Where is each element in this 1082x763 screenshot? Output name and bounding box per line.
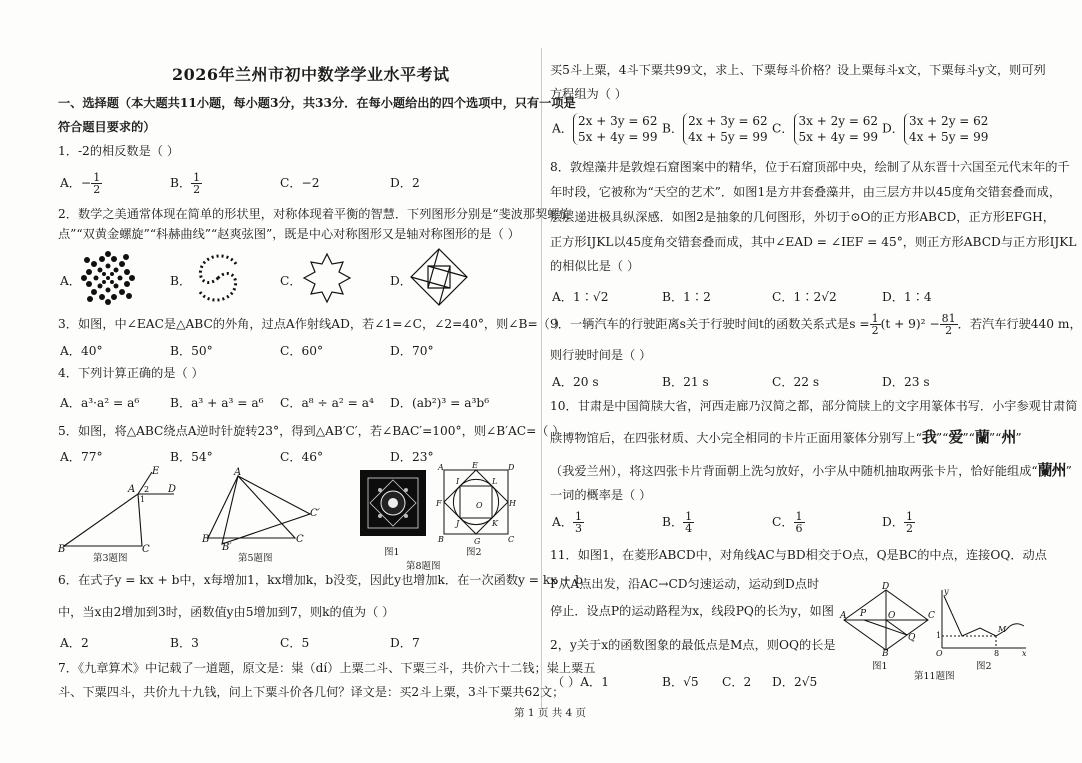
q5-option-a: A．77° [60, 450, 103, 464]
svg-text:B: B [882, 649, 889, 659]
q8-figure-caption: 第8题图 [406, 561, 441, 572]
q1-option-b: B． $\frac{1}{2}$ [170, 171, 201, 196]
q8-fig2-label: 图2 [466, 547, 482, 558]
section-heading-cont: 符合题目要求的） [58, 120, 156, 134]
q4-option-d: D．(ab²)³ = a³b⁶ [390, 396, 490, 410]
q2-stem: 2．数学之美通常体现在简单的形状里，对称体现着平衡的智慧．下列图形分别是“斐波那契螺旋 [58, 207, 572, 221]
q8-stem-line1: 8．敦煌藻井是敦煌石窟图案中的精华，位于石窟顶部中央，绘制了从东晋十六国至元代末年的千 [550, 160, 1070, 174]
svg-text:1: 1 [140, 495, 146, 504]
q8-option-c: C．1∶2√2 [772, 290, 837, 304]
q8-stem-line5: 的相似比是（ ） [550, 259, 640, 273]
svg-text:O: O [888, 611, 896, 621]
q11-stem-line3: 停止．设点P的运动路程为x，线段PQ的长为y，如图 [550, 604, 834, 618]
svg-text:D: D [882, 582, 890, 592]
svg-text:L: L [492, 477, 498, 486]
q10-stem-line4: 一词的概率是（ ） [550, 488, 652, 502]
q8-option-b: B．1∶2 [662, 290, 711, 304]
svg-text:G: G [474, 537, 481, 546]
q2-option-a-label: A． [60, 274, 81, 288]
q10-stem-line2: 牍博物馆后，在四张材质、大小完全相同的卡片正面用篆体分别写上“我”“爱”“蘭”“州” [550, 428, 1022, 446]
q8-stem-line3: 层层递进极具纵深感．如图2是抽象的几何图形，外切于⊙O的正方形ABCD，正方形EFGH， [550, 210, 1055, 224]
q10-stem-line1: 10．甘肃是中国简牍大省，河西走廊乃汉简之都，部分简牍上的文字用篆体书写．小宇参观甘肃简 [550, 399, 1078, 413]
q3-option-d: D．70° [390, 344, 434, 358]
svg-text:J: J [456, 519, 460, 528]
svg-text:A: A [438, 463, 444, 472]
q3-option-a: A．40° [60, 344, 103, 358]
q7-option-a: A． 2x + 3y = 62 5x + 4y = 99 [552, 114, 658, 144]
q9-option-a: A．20 s [552, 375, 599, 389]
q11-stem-line1: 11．如图1，在菱形ABCD中，对角线AC与BD相交于O点，Q是BC的中点，连接OQ．动点 [550, 548, 1047, 562]
q11-fig1-label: 图1 [872, 661, 888, 672]
svg-text:F: F [436, 499, 442, 508]
q9-stem-line1: 9．一辆汽车的行驶距离s关于行驶时间t的函数关系式是s = $\frac{1}{2}$ (t + 9)² − $\frac{81}{2}$ ．若汽车行驶440 m， [550, 312, 1082, 337]
q6-stem: 6．在式子y = kx + b中，x每增加1，kx增加k，b没变，因此y也增加k．在一次函数y = kx + b [58, 573, 583, 587]
q3-option-c: C．60° [280, 344, 324, 358]
q6-stem-cont: 中，当x由2增加到3时，函数值y由5增加到7，则k的值为（ ） [58, 605, 395, 619]
q4-option-a: A．a³·a² = a⁶ [60, 396, 140, 410]
svg-text:C′: C′ [310, 508, 320, 519]
q8-option-a: A．1∶√2 [552, 290, 609, 304]
svg-text:A: A [840, 611, 847, 621]
q1-option-a: A．− $\frac{1}{2}$ [60, 171, 101, 196]
svg-text:A: A [234, 467, 242, 478]
q7-stem-line4: 方程组为（ ） [550, 87, 627, 101]
q4-option-b: B．a³ + a³ = a⁶ [170, 396, 264, 410]
q1-stem: 1．-2的相反数是（ ） [58, 144, 180, 158]
q11-option-d: D．2√5 [772, 675, 818, 689]
q7-stem-line2: 斗、下粟四斗，共价九十九钱，问上下粟斗价各几何？译文是：买2斗上粟，3斗下粟共62文； [58, 685, 565, 699]
q8-stem-line4: 正方形IJKL以45度角交错套叠而成，其中∠EAD = ∠IEF = 45°，则正方形ABCD与正方形IJKL [550, 235, 1077, 249]
svg-text:H: H [509, 499, 516, 508]
svg-text:M: M [998, 625, 1007, 634]
svg-text:B: B [438, 535, 444, 544]
svg-text:1: 1 [936, 631, 942, 640]
q11-stem-line4: 2，y关于x的函数图象的最低点是M点，则OQ的长是 [550, 638, 836, 652]
q7-option-d: D． 3x + 2y = 62 4x + 5y = 99 [882, 114, 989, 144]
svg-text:y: y [944, 587, 949, 596]
q3-option-b: B．50° [170, 344, 213, 358]
q3-figure-caption: 第3题图 [93, 553, 128, 564]
svg-text:D: D [168, 484, 177, 495]
svg-text:B′: B′ [222, 542, 232, 553]
q5-option-d: D．23° [390, 450, 434, 464]
q11-option-c: C．2 [722, 675, 752, 689]
q6-option-d: D．7 [390, 636, 420, 650]
q8-stem-line2: 年时段，它被称为“天空的艺术”．如图1是方井套叠藻井，由三层方井以45度角交错套叠而成， [550, 185, 1062, 199]
q8-fig1-label: 图1 [384, 547, 400, 558]
q11-option-a: （ ）A．1 [552, 675, 609, 689]
q9-stem-line2: 则行驶时间是（ ） [550, 348, 652, 362]
svg-text:C: C [928, 611, 935, 621]
q8-nested-squares-figure [436, 462, 516, 548]
q8-caisson-photo [360, 470, 426, 536]
q2-option-c-label: C． [280, 274, 302, 288]
q4-option-c: C．a⁸ ÷ a² = a⁴ [280, 396, 374, 410]
q11-option-b: B．√5 [662, 675, 699, 689]
svg-text:D: D [508, 463, 515, 472]
svg-text:Q: Q [908, 633, 916, 643]
svg-text:C: C [296, 534, 304, 545]
svg-text:C: C [508, 535, 515, 544]
q2-stem-cont: 点”“双黄金螺旋”“科赫曲线”“赵爽弦图”，既是中心对称图形又是轴对称图形的是（ ） [58, 227, 520, 241]
q7-stem-line3: 买5斗上粟，4斗下粟共99文，求上、下粟每斗价格？设上粟每斗x文，下粟每斗y文，则可列 [550, 63, 1046, 77]
svg-text:A: A [128, 484, 136, 495]
q1-option-d: D．2 [390, 176, 420, 190]
svg-text:I: I [456, 477, 460, 486]
q11-function-graph [934, 586, 1030, 658]
q2-option-d-label: D． [390, 274, 412, 288]
q9-option-c: C．22 s [772, 375, 820, 389]
q3-stem: 3．如图，中∠EAC是△ABC的外角，过点A作射线AD，若∠1=∠C，∠2=40°，则∠B=（ ） [58, 317, 566, 331]
q5-option-b: B．54° [170, 450, 213, 464]
q10-option-a: A． $\frac{1}{3}$ [552, 510, 582, 535]
page-footer: 第 1 页 共 4 页 [514, 707, 587, 719]
q8-option-d: D．1∶4 [882, 290, 932, 304]
q5-figure-caption: 第5题图 [238, 553, 273, 564]
q11-rhombus-figure [840, 582, 935, 659]
q3-triangle-figure [58, 466, 188, 558]
q7-option-b: B． 2x + 3y = 62 4x + 5y = 99 [662, 114, 768, 144]
q9-option-b: B．21 s [662, 375, 709, 389]
q10-stem-line3: （我爱兰州），将这四张卡片背面朝上洗匀放好，小宇从中随机抽取两张卡片，恰好能组成“蘭州” [550, 461, 1072, 479]
q5-option-c: C．46° [280, 450, 324, 464]
q10-option-b: B． $\frac{1}{4}$ [662, 510, 693, 535]
svg-text:C: C [142, 544, 150, 555]
q10-option-d: D． $\frac{1}{2}$ [882, 510, 913, 535]
q11-stem-line2: P从A点出发，沿AC→CD匀速运动，运动到D点时 [550, 577, 820, 591]
q1-option-c: C．−2 [280, 176, 320, 190]
q2-option-b-label: B． [170, 274, 192, 288]
svg-text:B: B [58, 544, 66, 555]
zhao-shuang-diagram-figure [408, 246, 470, 308]
koch-snowflake-figure [298, 250, 356, 306]
svg-text:B: B [202, 534, 210, 545]
q11-figure-caption: 第11题图 [914, 671, 955, 682]
q4-stem: 4．下列计算正确的是（ ） [58, 366, 204, 380]
q7-stem-line1: 7．《九章算术》中记载了一道题，原文是：粜（dí）上粟二斗、下粟三斗，共价六十二钱；粜上粟五 [58, 661, 596, 675]
svg-text:P: P [860, 609, 867, 619]
q9-option-d: D．23 s [882, 375, 930, 389]
fibonacci-spiral-figure [78, 248, 138, 308]
q5-rotation-figure [200, 467, 330, 553]
q11-fig2-label: 图2 [976, 661, 992, 672]
svg-text:K: K [492, 519, 498, 528]
svg-text:O: O [936, 649, 943, 658]
q6-option-b: B．3 [170, 636, 199, 650]
svg-text:x: x [1022, 649, 1027, 658]
section-heading: 一、选择题（本大题共11小题，每小题3分，共33分．在每小题给出的四个选项中，只有一项是 [58, 96, 576, 110]
svg-text:8: 8 [994, 649, 1000, 658]
q6-option-a: A．2 [60, 636, 89, 650]
q6-option-c: C．5 [280, 636, 310, 650]
svg-text:E: E [472, 461, 478, 470]
svg-text:2: 2 [144, 485, 150, 494]
double-golden-spiral-figure [188, 248, 248, 308]
svg-text:E: E [152, 466, 160, 477]
column-divider [541, 48, 542, 708]
q7-option-c: C． 3x + 2y = 62 5x + 4y = 99 [772, 114, 878, 144]
svg-text:O: O [476, 501, 483, 510]
q5-stem: 5．如图，将△ABC绕点A逆时针旋转23°，得到△AB′C′，若∠BAC′=100°，则∠B′AC=（ ） [58, 424, 565, 438]
q10-option-c: C． $\frac{1}{6}$ [772, 510, 803, 535]
page-title: 2026年兰州市初中数学学业水平考试 [172, 65, 450, 84]
